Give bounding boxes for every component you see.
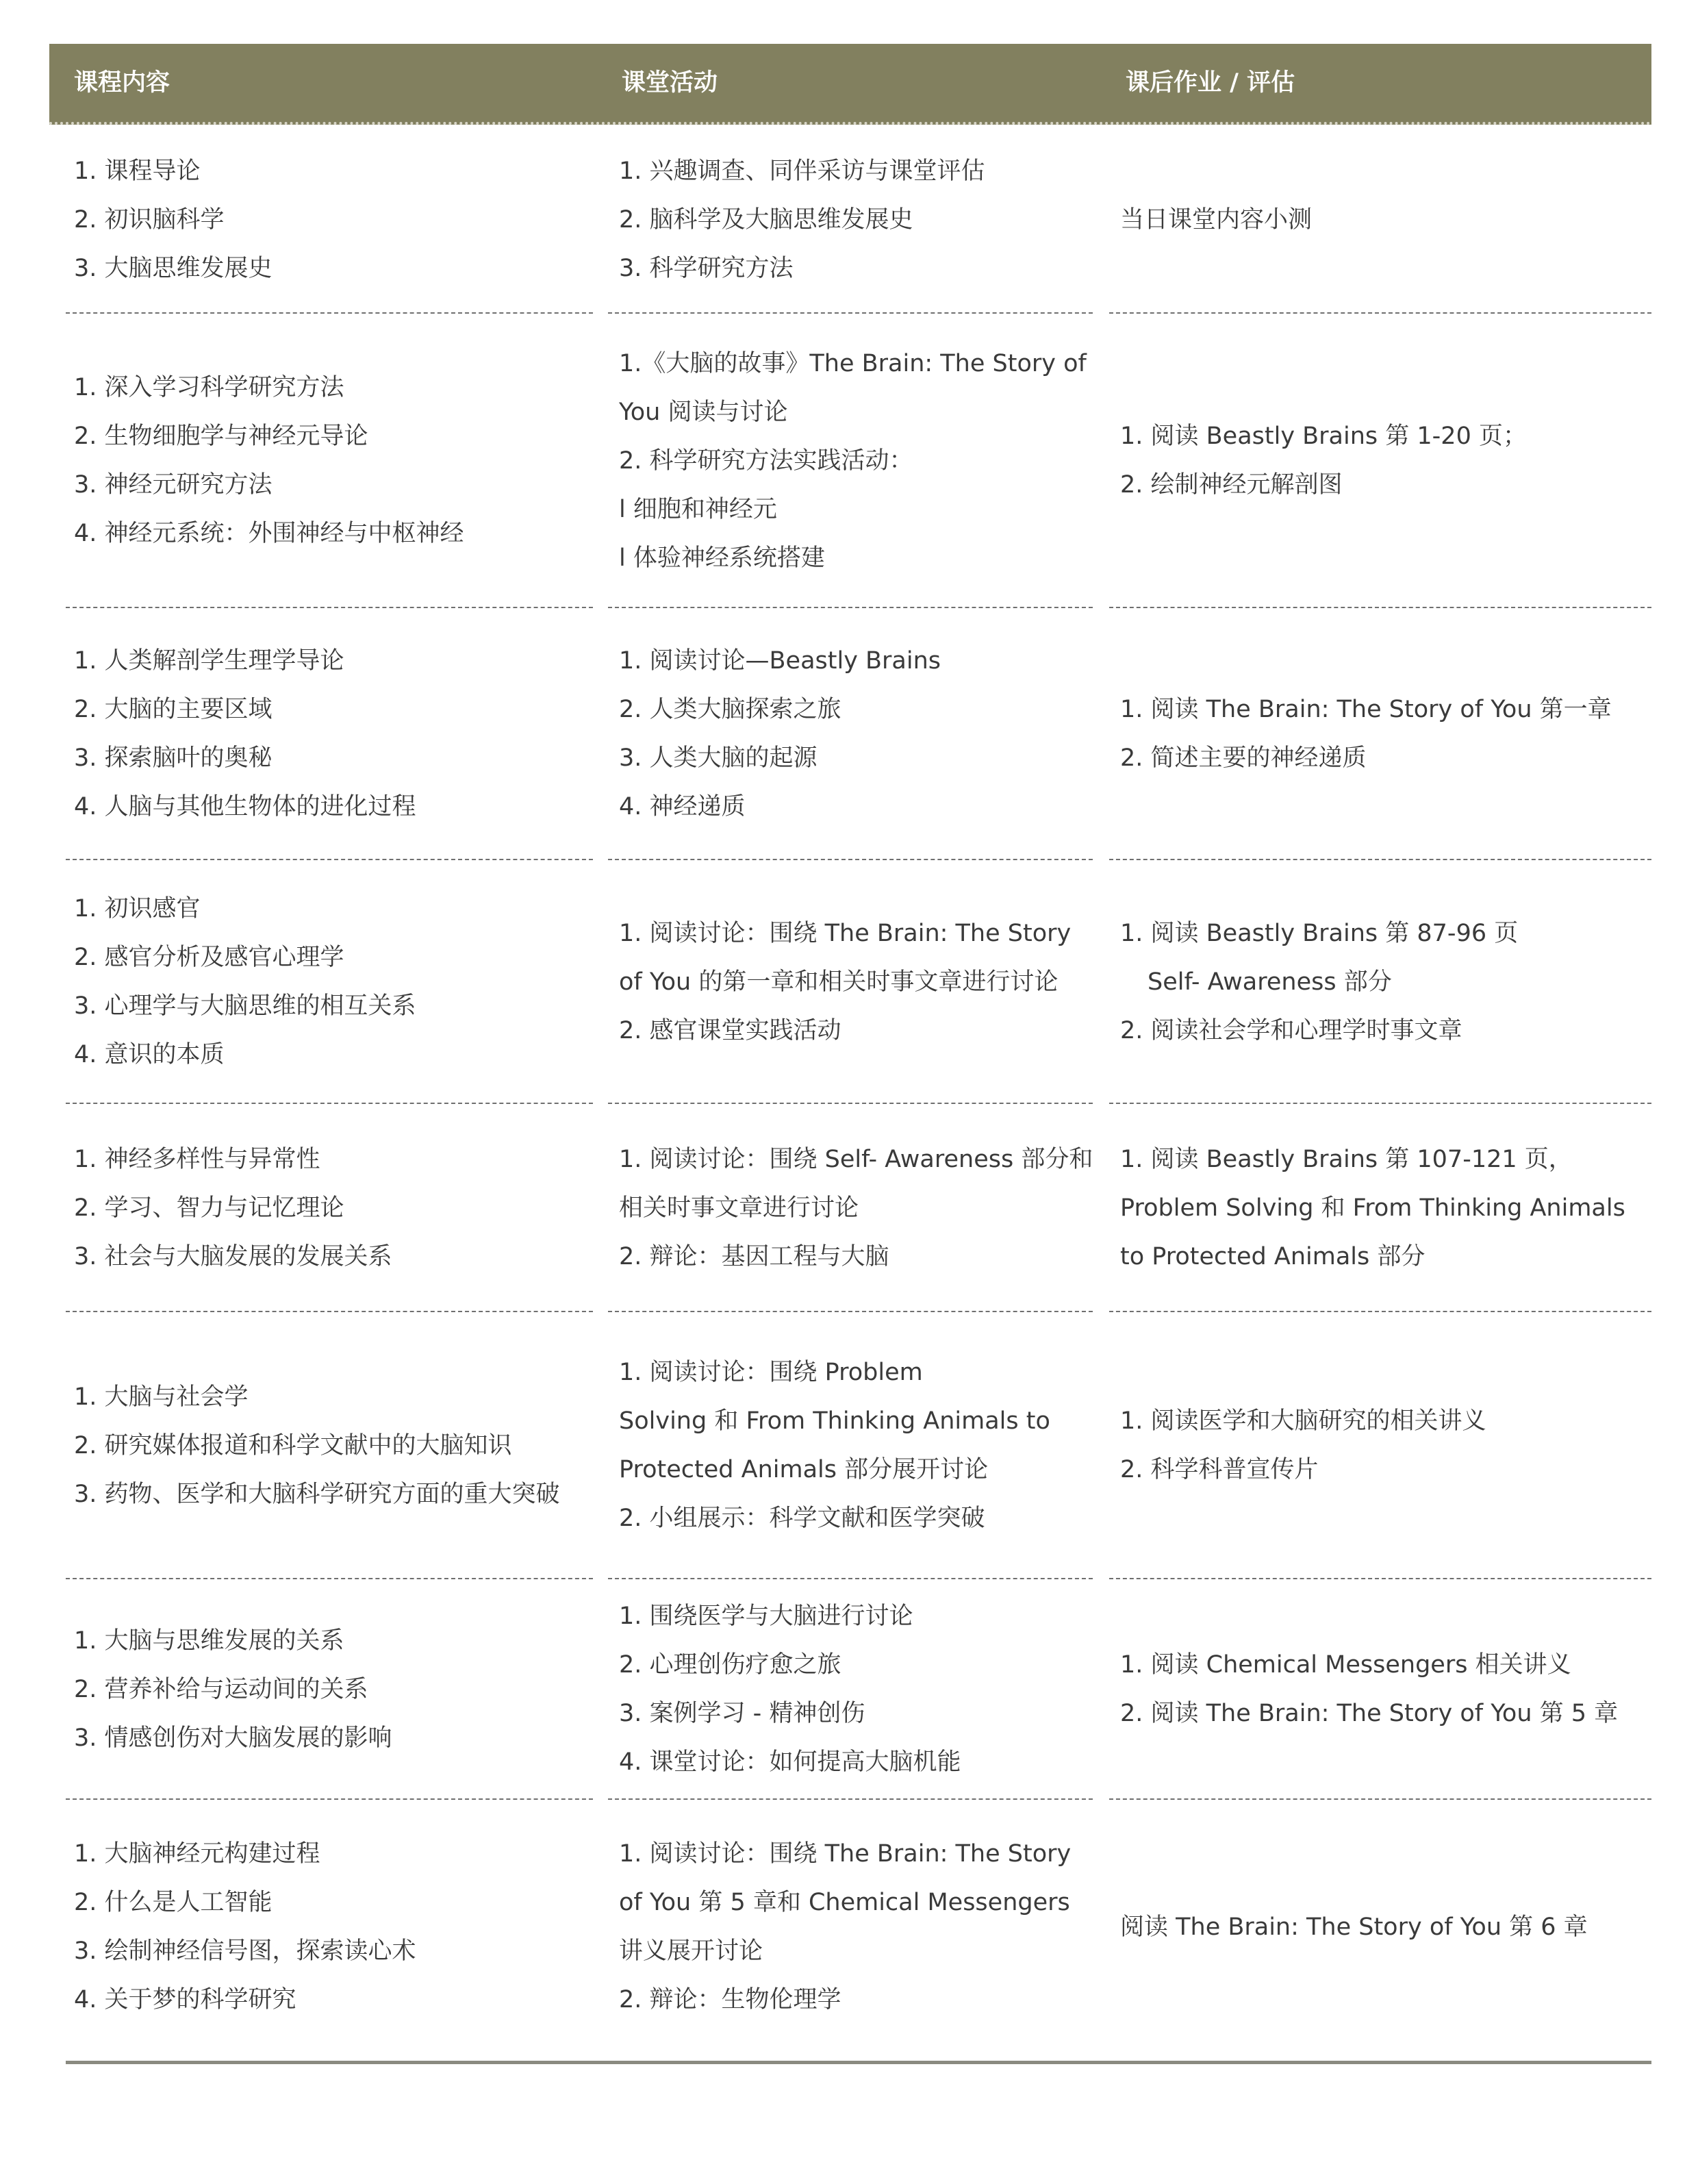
cell-line: of You 的第一章和相关时事文章进行讨论: [619, 968, 1059, 996]
cell-line: 1. 深入学习科学研究方法: [74, 374, 344, 401]
cell-line: 1. 阅读 Chemical Messengers 相关讲义: [1120, 1651, 1571, 1679]
cell-line: 2. 大脑的主要区域: [74, 696, 273, 723]
table-cell-content: [74, 1312, 560, 1579]
cell-line: Solving 和 From Thinking Animals to: [619, 1407, 1050, 1435]
cell-line: 2. 初识脑科学: [74, 205, 225, 234]
table-header: [49, 44, 1651, 125]
header-course-content: 课程内容: [74, 69, 170, 97]
cell-line: 1.《大脑的故事》The Brain: The Story of: [619, 349, 1087, 377]
cell-line: 3. 心理学与大脑思维的相互关系: [74, 992, 416, 1020]
cell-line: 1. 大脑与思维发展的关系: [74, 1627, 344, 1655]
cell-line: 2. 生物细胞学与神经元导论: [74, 423, 368, 450]
table-cell-homework: [1120, 860, 1518, 1104]
cell-line: 1. 阅读讨论：围绕 The Brain: The Story: [619, 1840, 1072, 1868]
table-cell-activity: [619, 608, 941, 860]
table-cell-content: [74, 126, 273, 314]
table-row: [0, 314, 1698, 608]
table-cell-homework: [1120, 314, 1527, 608]
table-cell-homework: [1120, 126, 1312, 314]
table-cell-activity: [619, 314, 1087, 608]
cell-line: 2. 研究媒体报道和科学文献中的大脑知识: [74, 1431, 512, 1459]
cell-line: 1. 阅读 Beastly Brains 第 1-20 页；: [1120, 423, 1527, 450]
cell-line: 1. 阅读 The Brain: The Story of You 第一章: [1120, 696, 1612, 723]
cell-line: 1. 大脑神经元构建过程: [74, 1840, 320, 1868]
table-cell-content: [74, 860, 416, 1104]
cell-line: 4. 课堂讨论：如何提高大脑机能: [619, 1748, 961, 1776]
cell-line: 1. 大脑与社会学: [74, 1383, 249, 1411]
table-cell-homework: [1120, 1312, 1486, 1579]
cell-line: 2. 简述主要的神经递质: [1120, 744, 1367, 772]
cell-line: Protected Animals 部分展开讨论: [619, 1456, 989, 1483]
cell-line: 3. 情感创伤对大脑发展的影响: [74, 1724, 392, 1752]
cell-line: 3. 科学研究方法: [619, 254, 794, 282]
cell-line: 讲义展开讨论: [619, 1937, 763, 1965]
cell-line: 2. 学习、智力与记忆理论: [74, 1194, 344, 1222]
cell-line: Self- Awareness 部分: [1148, 968, 1392, 996]
cell-line: Problem Solving 和 From Thinking Animals: [1120, 1194, 1625, 1222]
cell-line: 2. 感官分析及感官心理学: [74, 944, 344, 971]
cell-line: 1. 阅读讨论—Beastly Brains: [619, 647, 941, 675]
cell-line: 2. 科学科普宣传片: [1120, 1456, 1319, 1483]
cell-line: 2. 辩论：基因工程与大脑: [619, 1242, 889, 1270]
cell-line: 2. 小组展示：科学文献和医学突破: [619, 1505, 985, 1532]
table-cell-activity: [619, 860, 1071, 1104]
table-row: [0, 1579, 1698, 1800]
cell-line: 3. 社会与大脑发展的发展关系: [74, 1242, 392, 1270]
cell-line: 2. 人类大脑探索之旅: [619, 696, 841, 723]
table-cell-homework: [1120, 608, 1612, 860]
cell-line: l 细胞和神经元: [619, 495, 777, 523]
table-row: [0, 860, 1698, 1104]
table-cell-homework: [1120, 1800, 1588, 2055]
table-cell-content: [74, 1104, 392, 1312]
cell-line: of You 第 5 章和 Chemical Messengers: [619, 1889, 1070, 1916]
cell-line: 阅读 The Brain: The Story of You 第 6 章: [1120, 1913, 1588, 1941]
table-cell-activity: [619, 1579, 961, 1800]
cell-line: 3. 神经元研究方法: [74, 471, 273, 499]
table-cell-homework: [1120, 1104, 1625, 1312]
cell-line: 1. 围绕医学与大脑进行讨论: [619, 1603, 913, 1630]
cell-line: 相关时事文章进行讨论: [619, 1194, 859, 1222]
cell-line: 1. 兴趣调查、同伴采访与课堂评估: [619, 157, 985, 185]
cell-line: 3. 绘制神经信号图，探索读心术: [74, 1937, 416, 1965]
cell-line: 2. 什么是人工智能: [74, 1889, 273, 1916]
cell-line: 2. 科学研究方法实践活动：: [619, 447, 913, 475]
cell-line: 3. 人类大脑的起源: [619, 744, 818, 772]
cell-line: 3. 大脑思维发展史: [74, 254, 273, 282]
cell-line: 2. 心理创伤疗愈之旅: [619, 1651, 841, 1679]
cell-line: l 体验神经系统搭建: [619, 544, 825, 572]
cell-line: 2. 营养补给与运动间的关系: [74, 1675, 368, 1703]
cell-line: You 阅读与讨论: [619, 398, 788, 426]
table-cell-activity: [619, 126, 985, 314]
table-cell-homework: [1120, 1579, 1618, 1800]
cell-line: 1. 阅读讨论：围绕 Problem: [619, 1359, 923, 1386]
cell-line: 1. 人类解剖学生理学导论: [74, 647, 344, 675]
table-cell-content: [74, 608, 416, 860]
cell-line: 3. 药物、医学和大脑科学研究方面的重大突破: [74, 1480, 560, 1508]
table-row: [0, 608, 1698, 860]
cell-line: 4. 关于梦的科学研究: [74, 1986, 296, 2013]
cell-line: 2. 辩论：生物伦理学: [619, 1986, 841, 2013]
table-row: [0, 126, 1698, 314]
cell-line: 当日课堂内容小测: [1120, 205, 1313, 234]
table-cell-activity: [619, 1312, 1050, 1579]
cell-line: to Protected Animals 部分: [1120, 1242, 1425, 1270]
cell-line: 1. 课程导论: [74, 157, 201, 185]
cell-line: 2. 脑科学及大脑思维发展史: [619, 205, 913, 234]
table-bottom-rule: [66, 2061, 1651, 2064]
table-cell-activity: [619, 1800, 1071, 2055]
cell-line: 4. 人脑与其他生物体的进化过程: [74, 793, 416, 820]
cell-line: 2. 阅读社会学和心理学时事文章: [1120, 1016, 1462, 1044]
cell-line: 4. 神经递质: [619, 793, 746, 820]
table-cell-content: [74, 1800, 416, 2055]
cell-line: 2. 阅读 The Brain: The Story of You 第 5 章: [1120, 1700, 1619, 1727]
table-cell-activity: [619, 1104, 1093, 1312]
cell-line: 4. 意识的本质: [74, 1041, 225, 1068]
cell-line: 1. 阅读医学和大脑研究的相关讲义: [1120, 1407, 1486, 1435]
cell-line: 2. 绘制神经元解剖图: [1120, 471, 1343, 499]
cell-line: 3. 案例学习 - 精神创伤: [619, 1700, 865, 1727]
header-homework-assessment: 课后作业 / 评估: [1126, 69, 1295, 97]
cell-line: 1. 初识感官: [74, 895, 201, 922]
cell-line: 2. 感官课堂实践活动: [619, 1016, 841, 1044]
header-class-activities: 课堂活动: [622, 69, 718, 97]
table-row: [0, 1800, 1698, 2055]
cell-line: 1. 阅读讨论：围绕 Self- Awareness 部分和: [619, 1145, 1093, 1173]
cell-line: 1. 阅读 Beastly Brains 第 107-121 页，: [1120, 1145, 1573, 1173]
cell-line: 4. 神经元系统：外围神经与中枢神经: [74, 520, 464, 547]
cell-line: 1. 神经多样性与异常性: [74, 1145, 320, 1173]
table-cell-content: [74, 314, 464, 608]
table-row: [0, 1104, 1698, 1312]
cell-line: 3. 探索脑叶的奥秘: [74, 744, 273, 772]
table-cell-content: [74, 1579, 392, 1800]
table-row: [0, 1312, 1698, 1579]
cell-line: 1. 阅读 Beastly Brains 第 87-96 页: [1120, 919, 1519, 947]
cell-line: 1. 阅读讨论：围绕 The Brain: The Story: [619, 919, 1072, 947]
